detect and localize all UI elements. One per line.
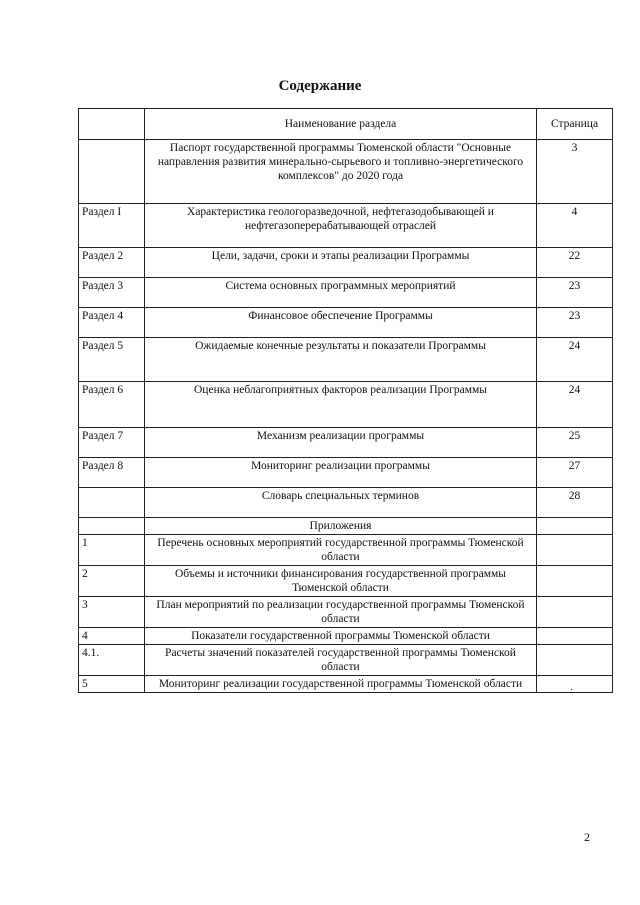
row-section: Раздел 3 xyxy=(79,278,145,308)
row-name: Механизм реализации программы xyxy=(145,428,537,458)
row-page: 25 xyxy=(537,428,613,458)
row-section: Раздел 2 xyxy=(79,248,145,278)
row-name: Мониторинг реализации программы xyxy=(145,458,537,488)
table-row xyxy=(79,140,613,204)
appendix-header-row xyxy=(79,518,613,535)
table-row xyxy=(79,204,613,248)
row-name: Цели, задачи, сроки и этапы реализации Программы xyxy=(145,248,537,278)
appendix-number: 1 xyxy=(79,535,145,566)
row-section: Раздел 7 xyxy=(79,428,145,458)
row-page: 23 xyxy=(537,278,613,308)
appendix-header: Приложения xyxy=(145,518,537,535)
appendix-row xyxy=(79,676,613,693)
appendix-row xyxy=(79,566,613,597)
row-section: Раздел 6 xyxy=(79,382,145,428)
row-page: 3 xyxy=(537,140,613,204)
appendix-name: Показатели государственной программы Тюменской области xyxy=(145,628,537,645)
appendix-name: План мероприятий по реализации государственной программы Тюменской области xyxy=(145,597,537,628)
appendix-number: 3 xyxy=(79,597,145,628)
table-row xyxy=(79,278,613,308)
table-header-row xyxy=(79,109,613,140)
scan-speck: · xyxy=(570,685,574,696)
row-page: 24 xyxy=(537,338,613,382)
appendix-page xyxy=(537,645,613,676)
row-page: 24 xyxy=(537,382,613,428)
header-section-name: Наименование раздела xyxy=(145,109,537,140)
appendix-row xyxy=(79,645,613,676)
table-row xyxy=(79,488,613,518)
appendix-name: Перечень основных мероприятий государственной программы Тюменской области xyxy=(145,535,537,566)
page-number: 2 xyxy=(584,830,590,844)
row-page: 4 xyxy=(537,204,613,248)
appendix-name: Расчеты значений показателей государственной программы Тюменской области xyxy=(145,645,537,676)
table-row xyxy=(79,428,613,458)
appendix-number: 5 xyxy=(79,676,145,693)
contents-table xyxy=(78,108,613,693)
header-page: Страница xyxy=(537,109,613,140)
appendix-name: Мониторинг реализации государственной программы Тюменской области xyxy=(145,676,537,693)
appendix-name: Объемы и источники финансирования государственной программы Тюменской области xyxy=(145,566,537,597)
appendix-header-section xyxy=(79,518,145,535)
row-section: Раздел 4 xyxy=(79,308,145,338)
row-name: Ожидаемые конечные результаты и показатели Программы xyxy=(145,338,537,382)
table-row xyxy=(79,458,613,488)
row-page: 22 xyxy=(537,248,613,278)
appendix-page xyxy=(537,535,613,566)
appendix-number: 4.1. xyxy=(79,645,145,676)
row-page: 28 xyxy=(537,488,613,518)
table-row xyxy=(79,248,613,278)
table-row xyxy=(79,308,613,338)
row-section: Раздел 8 xyxy=(79,458,145,488)
appendix-page xyxy=(537,676,613,693)
appendix-row xyxy=(79,628,613,645)
appendix-page xyxy=(537,628,613,645)
row-section: Раздел 5 xyxy=(79,338,145,382)
page-title: Содержание xyxy=(278,78,362,94)
row-section xyxy=(79,488,145,518)
row-name: Характеристика геологоразведочной, нефтегазодобывающей и нефтегазоперерабатывающей отраслей xyxy=(145,204,537,248)
row-page: 27 xyxy=(537,458,613,488)
appendix-page xyxy=(537,566,613,597)
appendix-row xyxy=(79,597,613,628)
appendix-number: 4 xyxy=(79,628,145,645)
row-section: Раздел I xyxy=(79,204,145,248)
table-row xyxy=(79,338,613,382)
row-name: Финансовое обеспечение Программы xyxy=(145,308,537,338)
header-section xyxy=(79,109,145,140)
row-section xyxy=(79,140,145,204)
appendix-number: 2 xyxy=(79,566,145,597)
table-row xyxy=(79,382,613,428)
row-name: Словарь специальных терминов xyxy=(145,488,537,518)
row-name: Оценка неблагоприятных факторов реализации Программы xyxy=(145,382,537,428)
row-page: 23 xyxy=(537,308,613,338)
appendix-header-page xyxy=(537,518,613,535)
appendix-row xyxy=(79,535,613,566)
appendix-page xyxy=(537,597,613,628)
row-name: Система основных программных мероприятий xyxy=(145,278,537,308)
row-name: Паспорт государственной программы Тюменской области "Основные направления развития минерально-сырьевого и топливно-энергетического комплексов" до 2020 года xyxy=(145,140,537,204)
